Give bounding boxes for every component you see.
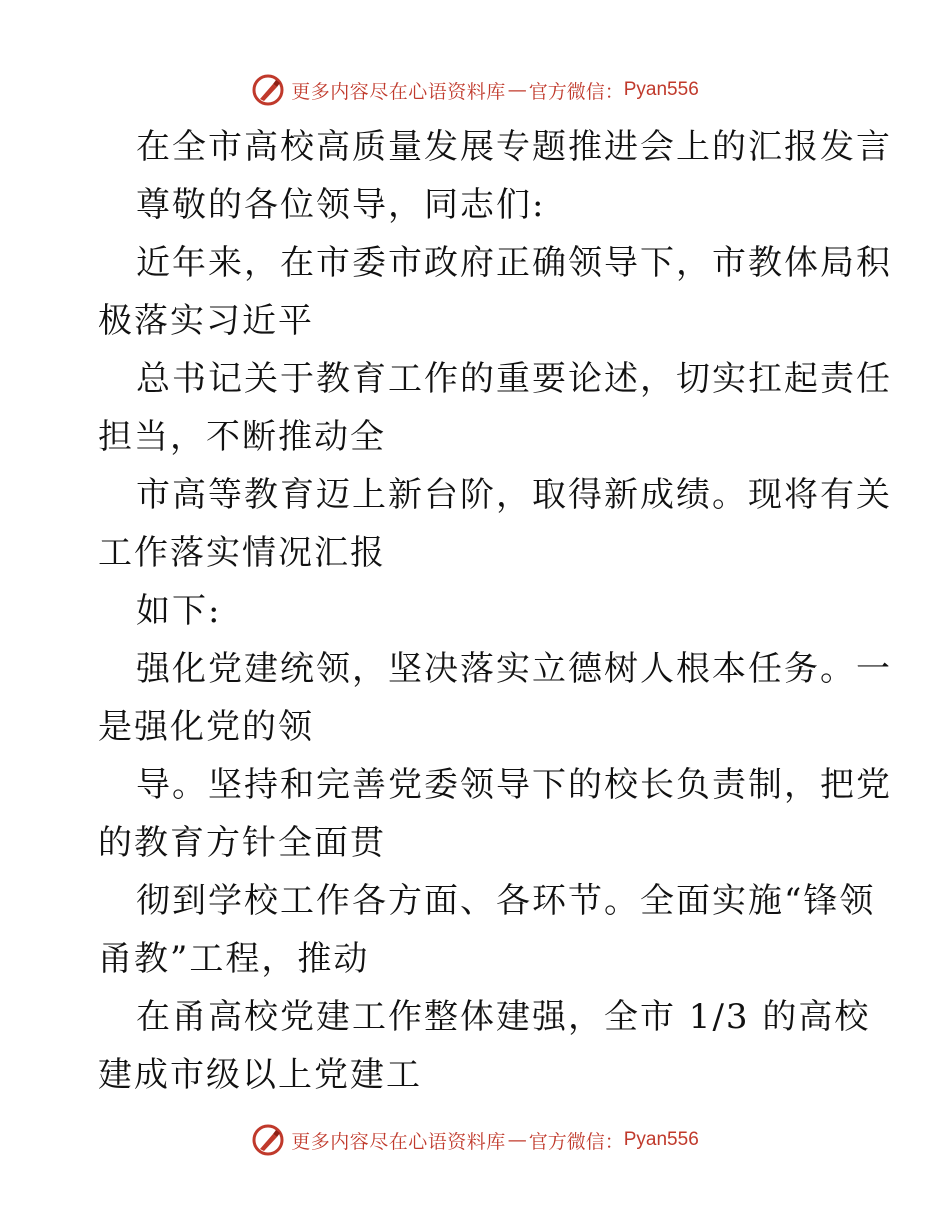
- text-line: 如下:: [136, 591, 222, 631]
- text-line: 在甬高校党建工作整体建强，全市 1/3 的高校: [136, 997, 871, 1037]
- text-line: 担当，不断推动全: [98, 417, 386, 457]
- text-line: 尊敬的各位领导，同志们:: [136, 185, 546, 225]
- header-banner: [0, 68, 950, 112]
- text-line: 建成市级以上党建工: [98, 1055, 422, 1095]
- pen-logo-icon: [251, 1123, 285, 1157]
- banner-official-label: 官方微信：: [528, 80, 624, 103]
- text-line: 彻到学校工作各方面、各环节。全面实施“锋领: [136, 881, 876, 921]
- banner-separator: —: [507, 79, 527, 101]
- text-line: 近年来，在市委市政府正确领导下，市教体局积: [136, 243, 892, 283]
- text-line: 的教育方针全面贯: [98, 823, 386, 863]
- banner-text: 更多内容尽在心语资料库: [291, 1130, 506, 1153]
- pen-logo-icon: [251, 73, 285, 107]
- text-line: 强化党建统领，坚决落实立德树人根本任务。一: [136, 649, 892, 689]
- banner-account: Pyan556: [623, 1129, 699, 1150]
- text-line: 极落实习近平: [98, 301, 314, 341]
- text-line: 总书记关于教育工作的重要论述，切实扛起责任: [136, 359, 892, 399]
- text-line: 工作落实情况汇报: [98, 533, 386, 573]
- document-body: [98, 118, 892, 1104]
- banner-official-label: 官方微信：: [528, 1130, 624, 1153]
- footer-banner: [0, 1118, 950, 1162]
- banner-text: 更多内容尽在心语资料库: [291, 80, 506, 103]
- text-line: 是强化党的领: [98, 707, 314, 747]
- text-line: 甬教”工程，推动: [98, 939, 370, 979]
- banner-account: Pyan556: [623, 79, 699, 100]
- banner-separator: —: [507, 1129, 527, 1151]
- text-line: 导。坚持和完善党委领导下的校长负责制，把党: [136, 765, 892, 805]
- text-line: 市高等教育迈上新台阶，取得新成绩。现将有关: [136, 475, 892, 515]
- text-line: 在全市高校高质量发展专题推进会上的汇报发言: [136, 127, 892, 167]
